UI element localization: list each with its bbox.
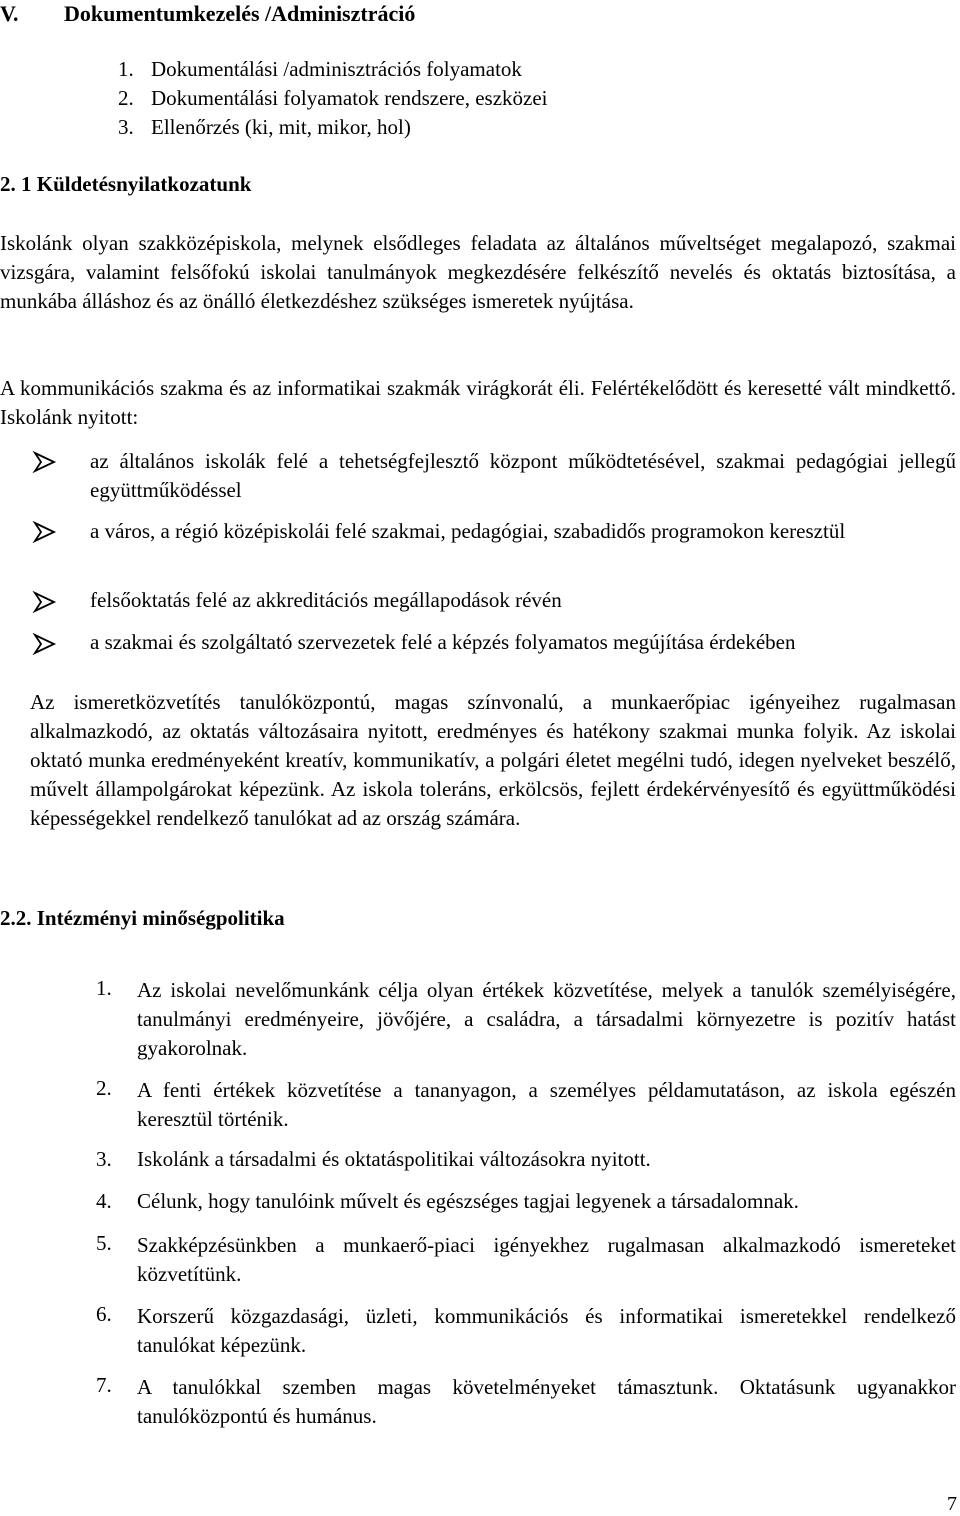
toc-item-number: 2. bbox=[118, 86, 134, 110]
toc-item-number: 3. bbox=[118, 115, 134, 139]
toc-item-text: Ellenőrzés (ki, mit, mikor, hol) bbox=[151, 115, 411, 139]
arrow-bullet-icon bbox=[32, 451, 58, 473]
policy-item-number: 4. bbox=[96, 1189, 112, 1213]
policy-item-text: A tanulókkal szemben magas követelményeket támasztunk. Oktatásunk ugyanakkor tanulóközpontú és humánus. bbox=[137, 1375, 956, 1428]
arrow-bullet-icon bbox=[32, 591, 58, 613]
arrow-bullet-icon bbox=[32, 633, 58, 655]
policy-item-text: Célunk, hogy tanulóink művelt és egészséges tagjai legyenek a társadalomnak. bbox=[137, 1189, 799, 1213]
section-heading-quality-policy: 2.2. Intézményi minőségpolitika bbox=[0, 906, 285, 930]
arrow-bullet-icon bbox=[32, 521, 58, 543]
bullet-text: a város, a régió középiskolái felé szakmai, pedagógiai, szabadidős programokon keresztül bbox=[90, 519, 846, 543]
policy-item-text: A fenti értékek közvetítése a tananyagon, a személyes példamutatáson, az iskola egészén keresztül történik. bbox=[137, 1078, 956, 1131]
bullet-text: az általános iskolák felé a tehetségfejlesztő központ működtetésével, szakmai pedagógiai jellegű együttműködéssel bbox=[90, 449, 956, 502]
bullet-text: felsőoktatás felé az akkreditációs megállapodások révén bbox=[90, 588, 562, 612]
policy-item-number: 5. bbox=[96, 1231, 112, 1255]
policy-item-text: Korszerű közgazdasági, üzleti, kommunikációs és informatikai ismeretekkel rendelkező tanulókat képezünk. bbox=[137, 1304, 956, 1357]
mission-paragraph-3: Az ismeretközvetítés tanulóközpontú, magas színvonalú, a munkaerőpiac igényeihez rugalmasan alkalmazkodó, az oktatás változásaira nyitott, eredményes és hatékony szakmai munka folyik. Az iskolai oktató munka eredményeként kreatív, kommunikatív, a polgári életet megélni tudó, idegen nyelveket beszélő, művelt állampolgárokat képezünk. Az iskola toleráns, erkölcsös, fejlett érdekérvényesítő és együttműködési képességekkel rendelkező tanulókat ad az ország számára. bbox=[30, 690, 956, 830]
policy-item-number: 6. bbox=[96, 1302, 112, 1326]
policy-item-number: 2. bbox=[96, 1076, 112, 1100]
toc-item-text: Dokumentálási folyamatok rendszere, eszközei bbox=[151, 86, 548, 110]
mission-paragraph-1: Iskolánk olyan szakközépiskola, melynek elsődleges feladata az általános műveltséget megalapozó, szakmai vizsgára, valamint felsőfokú iskolai tanulmányok megkezdésére felkészítő nevelés és oktatás biztosítása, a munkába álláshoz és az önálló életkezdéshez szükséges ismeretek nyújtása. bbox=[0, 231, 956, 313]
mission-paragraph-2: A kommunikációs szakma és az informatikai szakmák virágkorát éli. Felértékelődött és keresetté vált mindkettő. Iskolánk nyitott: bbox=[0, 376, 956, 429]
policy-item-number: 7. bbox=[96, 1373, 112, 1397]
policy-item-number: 3. bbox=[96, 1147, 112, 1171]
toc-item-number: 1. bbox=[118, 57, 134, 81]
policy-item-number: 1. bbox=[96, 976, 112, 1000]
policy-item-text: Iskolánk a társadalmi és oktatáspolitikai változásokra nyitott. bbox=[137, 1147, 651, 1171]
toc-item-text: Dokumentálási /adminisztrációs folyamatok bbox=[151, 57, 522, 81]
page-number: 7 bbox=[947, 1493, 957, 1515]
policy-item-text: Szakképzésünkben a munkaerő-piaci igényekhez rugalmasan alkalmazkodó ismereteket közvetítünk. bbox=[137, 1233, 956, 1286]
section-heading-mission: 2. 1 Küldetésnyilatkozatunk bbox=[0, 172, 252, 196]
policy-item-text: Az iskolai nevelőmunkánk célja olyan értékek közvetítése, melyek a tanulók személyiségére, tanulmányi eredményeire, jövőjére, a családra, a társadalmi környezetre is pozitív hatást gyakorolnak. bbox=[137, 978, 956, 1060]
bullet-text: a szakmai és szolgáltató szervezetek felé a képzés folyamatos megújítása érdekében bbox=[90, 630, 796, 654]
chapter-title: Dokumentumkezelés /Adminisztráció bbox=[64, 1, 416, 26]
chapter-number: V. bbox=[0, 1, 19, 26]
